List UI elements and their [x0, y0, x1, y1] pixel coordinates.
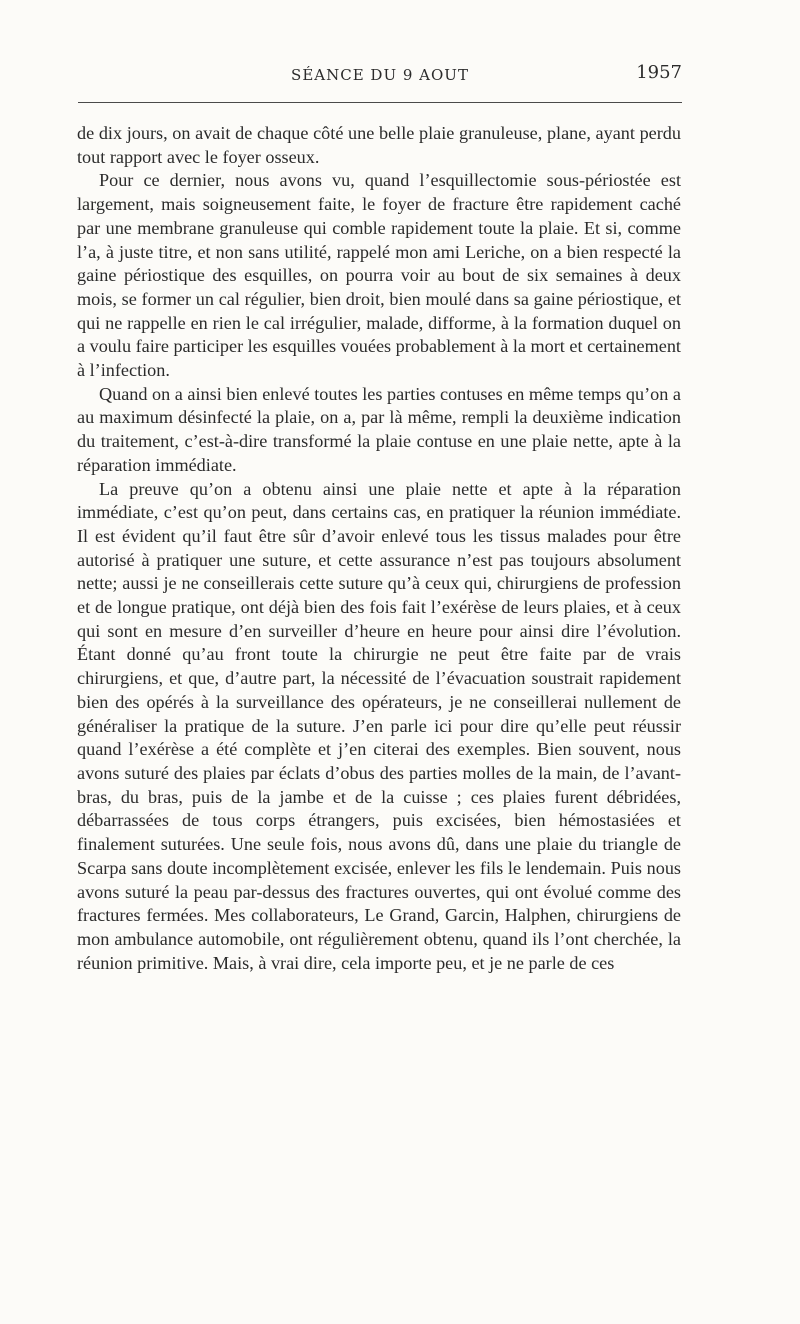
paragraph-3: Quand on a ainsi bien enlevé toutes les parties contuses en même temps qu’on a au maximum désinfecté la plaie, on a, par là même, rempli la deuxième indication du traitement, c’est-à-dire transformé la plaie contuse en une plaie nette, apte à la réparation immédiate. — [77, 383, 681, 475]
paragraph-1: de dix jours, on avait de chaque côté une belle plaie granuleuse, plane, ayant perdu tout rapport avec le foyer osseux. — [77, 123, 681, 167]
main-text — [77, 122, 681, 975]
running-title: SÉANCE DU 9 AOUT — [291, 66, 469, 84]
paragraph-2: Pour ce dernier, nous avons vu, quand l’esquillectomie sous-périostée est largement, mais soigneusement faite, le foyer de fracture être rapidement caché par une membrane granuleuse qui comble rapidement toute la plaie. Et si, comme l’a, à juste titre, et non sans utilité, rappelé mon ami Leriche, on a bien respecté la gaine périostique des esquilles, on pourra voir au bout de six semaines à deux mois, se former un cal régulier, bien droit, bien moulé dans sa gaine périostique, et qui ne rappelle en rien le cal irrégulier, malade, difforme, à la formation duquel on a voulu faire participer les esquilles vouées probablement à la mort et certainement à l’infection. — [77, 170, 681, 381]
paragraph-4: La preuve qu’on a obtenu ainsi une plaie nette et apte à la réparation immédiate, c’est qu’on peut, dans certains cas, en pratiquer la réunion immédiate. Il est évident qu’il faut être sûr d’avoir enlevé tous les tissus malades pour être autorisé à pratiquer une suture, et cette assurance n’est pas toujours absolument nette; aussi je ne conseillerais cette suture qu’à ceux qui, chirurgiens de profession et de longue pratique, ont déjà bien des fois fait l’exérèse de leurs plaies, et à ceux qui sont en mesure d’en surveiller d’heure en heure pour ainsi dire l’évolution. Étant donné qu’au front toute la chirurgie ne peut être faite par de vrais chirurgiens, et que, d’autre part, la nécessité de l’évacuation soustrait rapidement bien des opérés à la surveillance des opérateurs, je ne conseillerai nullement de généraliser la pratique de la suture. J’en parle ici pour dire qu’elle peut réussir quand l’exérèse a été complète et j’en citerai des exemples. Bien souvent, nous avons suturé des plaies par éclats d’obus des parties molles de la main, de l’avant-bras, du bras, puis de la jambe et de la cuisse ; ces plaies furent débridées, débarrassées de tous corps étrangers, puis excisées, bien hémostasiées et finalement suturées. Une seule fois, nous avons dû, dans une plaie du triangle de Scarpa sans doute incomplètement excisée, enlever les fils le lendemain. Puis nous avons suturé la peau par-dessus des fractures ouvertes, qui ont évolué comme des fractures fermées. Mes collaborateurs, Le Grand, Garcin, Halphen, chirurgiens de mon ambulance automobile, ont régulièrement obtenu, quand ils l’ont cherchée, la réunion primitive. Mais, à vrai dire, cela importe peu, et je ne parle de ces — [77, 478, 681, 973]
page-number: 1957 — [636, 62, 682, 83]
running-header — [78, 62, 682, 86]
header-rule — [78, 102, 682, 103]
